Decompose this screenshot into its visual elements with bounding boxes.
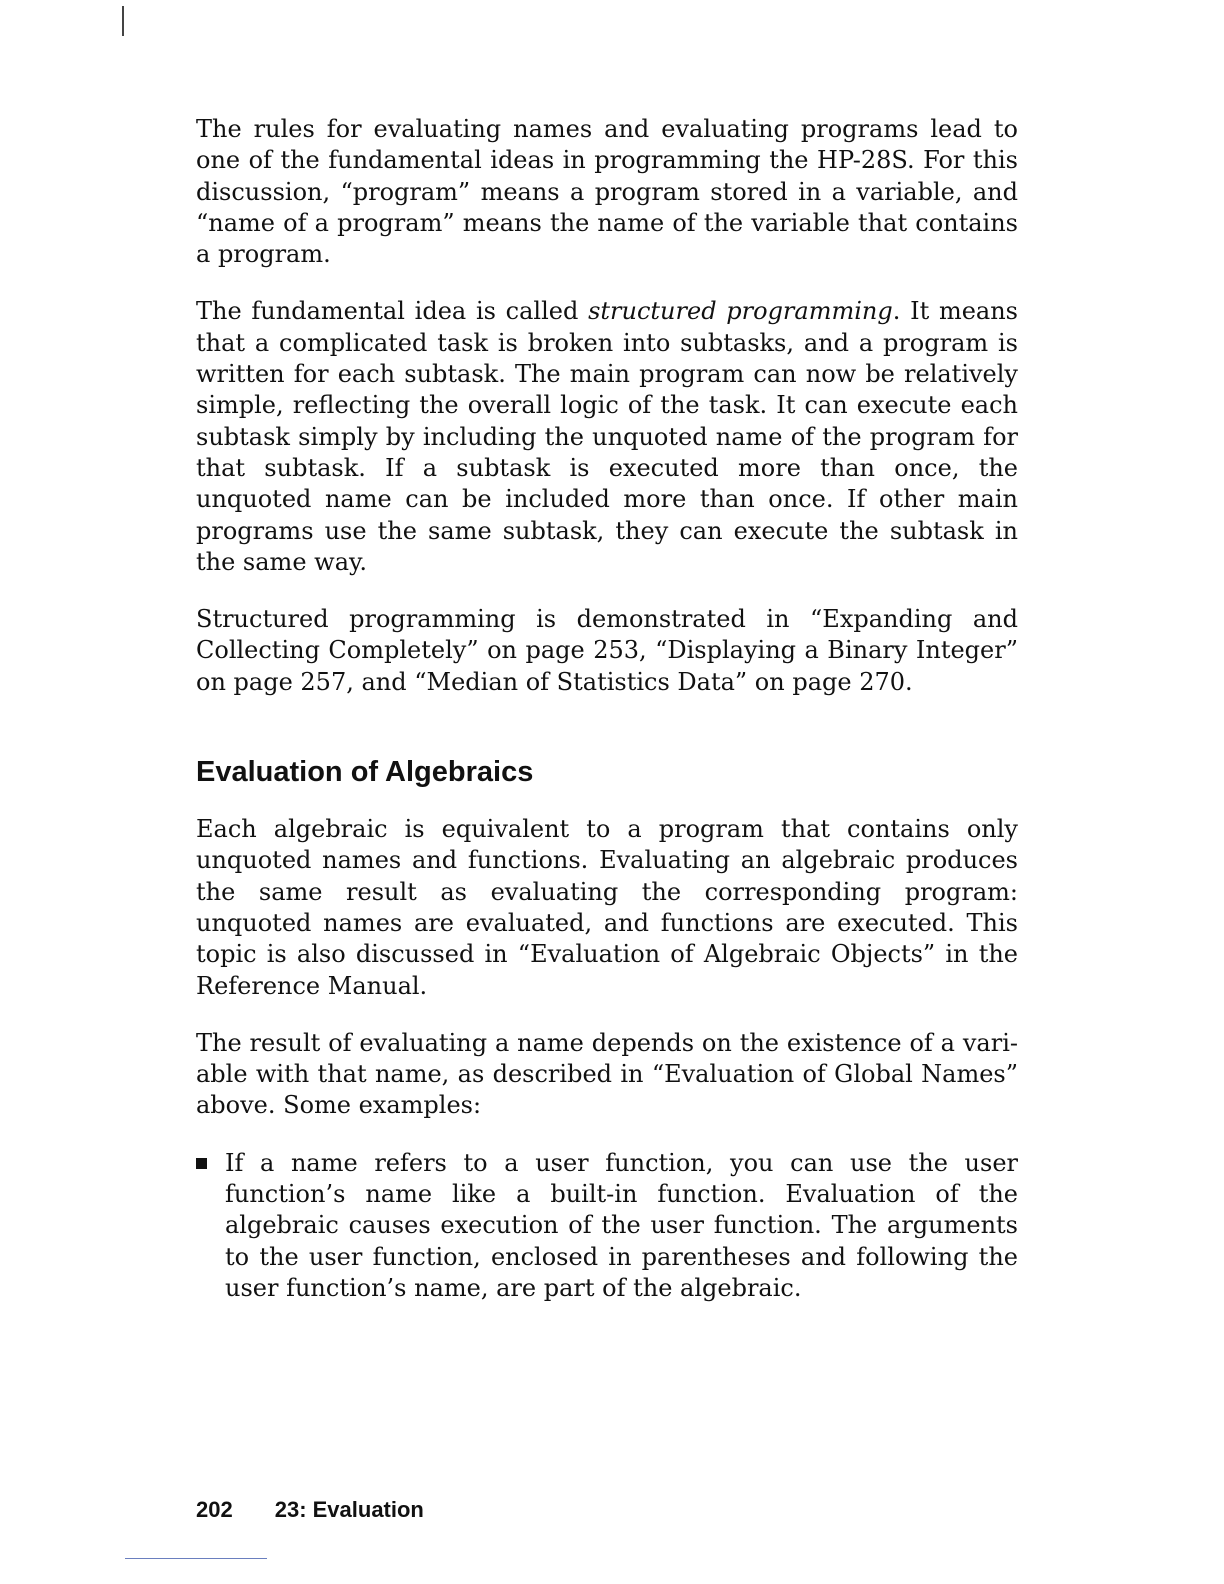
emphasis-term: structured programming — [588, 297, 893, 326]
bullet-item — [196, 1148, 1018, 1304]
page-number: 202 — [196, 1497, 233, 1522]
paragraph-text-end: . It means that a complicated task is broken into subtasks, and a program is written for each subtask. The main program can now be relatively simple, reflecting the overall logic of the task. It can execute each subtask simply by including the unquoted name of the program for that subtask. If a subtask is executed more than once, the unquoted name can be included more than once. If other main programs use the same subtask, they can execute the subtask in the same way. — [196, 297, 1018, 576]
page-body — [196, 114, 1018, 1304]
paragraph-demonstrations: Structured programming is demonstrated in “Expanding and Collecting Completely” on page 253, “Displaying a Binary Integer” on page 257, and “Median of Statistics Data” on page 270. — [196, 605, 1018, 696]
paragraph-name-evaluation: The result of evaluating a name depends on the existence of a variable with that name, as described in “Evaluation of Global Names” above. Some examples: — [196, 1028, 1018, 1120]
paragraph-structured-programming — [196, 296, 1018, 578]
paragraph-program-definition: The rules for evaluating names and evaluating programs lead to one of the fundamental ideas in programming the HP-28S. For this discussion, “program” means a program stored in a variable, and “name of a program” means the name of the variable that contains a program. — [196, 115, 1018, 269]
bullet-text: If a name refers to a user function, you can use the user function’s name like a built-in function. Evaluation of the algebraic causes execution of the user function. The arguments to the user function, enclosed in parentheses and following the user function’s name, are part of the algebraic. — [225, 1148, 1018, 1302]
paragraph-algebraic-equivalence: Each algebraic is equivalent to a program that contains only unquoted names and functions. Evaluating an algebraic produces the same result as evaluating the corresponding program: unquoted names are evaluated, and functions are executed. This topic is also discussed in “Evaluation of Algebraic Objects” in the Reference Manual. — [196, 815, 1018, 1000]
page-footer — [196, 1496, 424, 1524]
section-heading: Evaluation of Algebraics — [196, 756, 534, 789]
scan-edge-line — [125, 1558, 267, 1559]
paragraph-text-start: The fundamental idea is called — [196, 297, 589, 326]
chapter-title: 23: Evaluation — [274, 1497, 424, 1522]
square-bullet-icon — [196, 1158, 207, 1169]
scan-edge-mark — [122, 6, 124, 36]
